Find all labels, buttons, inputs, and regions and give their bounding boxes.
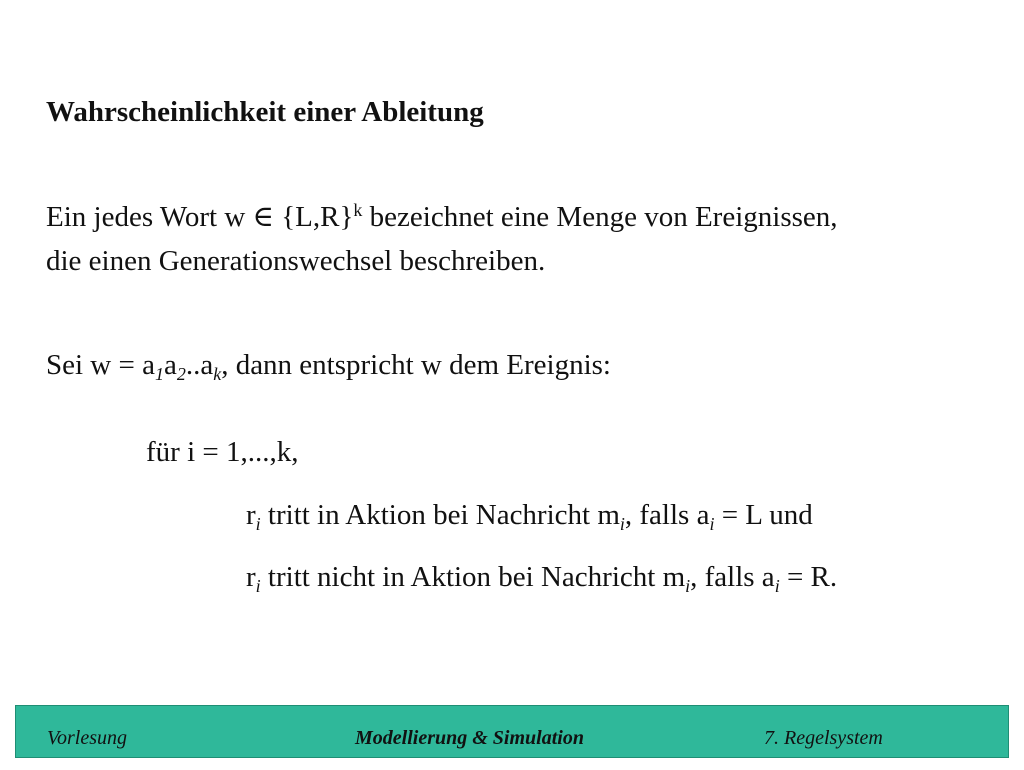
para1-text-start: Ein jedes Wort w: [46, 201, 253, 233]
set-exponent: k: [353, 200, 363, 221]
rule1-r: r: [246, 499, 256, 531]
slide-title: Wahrscheinlichkeit einer Ableitung: [46, 96, 484, 128]
rule2-m-sub: i: [685, 575, 691, 596]
footer-course-label: Vorlesung: [47, 727, 127, 749]
para2-dots: ..a: [185, 349, 214, 381]
para2-end: , dann entspricht w dem Ereignis:: [221, 349, 611, 381]
rule1-end: = L und: [714, 499, 813, 531]
para2-start: Sei w = a: [46, 349, 155, 381]
para2-a2: a: [163, 349, 177, 381]
rule2-mid: , falls a: [690, 561, 775, 593]
footer-course-title: Modellierung & Simulation: [355, 727, 584, 749]
rule1-text: tritt in Aktion bei Nachricht m: [260, 499, 620, 531]
para1-line2: die einen Generationswechsel beschreiben.: [46, 245, 546, 277]
rule2-r: r: [246, 561, 256, 593]
rule2-end: = R.: [779, 561, 838, 593]
rule-line-act: [246, 493, 813, 537]
rule-line-not-act: [246, 555, 837, 599]
subscript-1: 1: [154, 363, 164, 384]
rule2-a-sub: i: [774, 575, 780, 596]
rule1-mid: , falls a: [624, 499, 710, 531]
rule1-m-sub: i: [619, 513, 625, 534]
footer-chapter: 7. Regelsystem: [764, 727, 883, 749]
rule2-r-sub: i: [255, 575, 261, 596]
para1-text-end: bezeichnet eine Menge von Ereignissen,: [362, 201, 838, 233]
rule2-text: tritt nicht in Aktion bei Nachricht m: [260, 561, 686, 593]
footer-bar: [15, 705, 1009, 758]
subscript-2: 2: [176, 363, 186, 384]
rule1-a-sub: i: [709, 513, 715, 534]
paragraph-event-intro: [46, 343, 611, 387]
rule1-r-sub: i: [255, 513, 261, 534]
set-lr: {L,R}: [274, 201, 354, 233]
loop-line: für i = 1,...,k,: [146, 436, 299, 468]
paragraph-word-definition: [46, 195, 838, 283]
element-of-symbol: ∈: [252, 201, 275, 233]
subscript-k: k: [213, 363, 222, 384]
